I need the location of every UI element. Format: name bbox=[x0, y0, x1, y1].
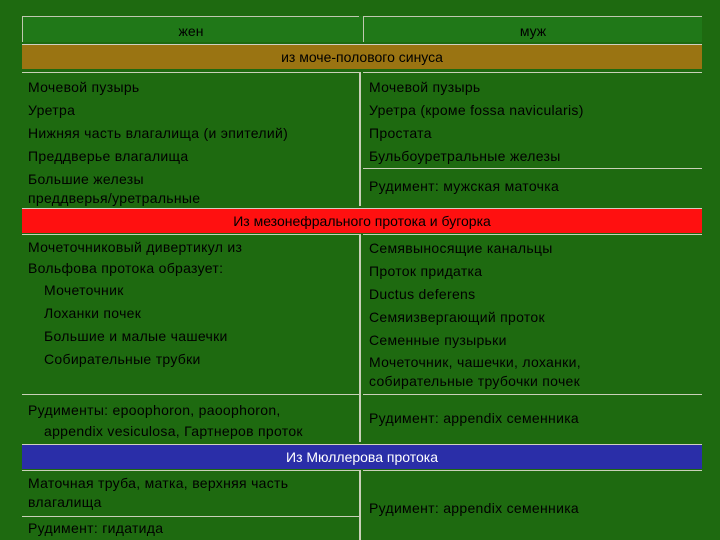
list-item: Мочеточниковый дивертикул из bbox=[28, 239, 243, 255]
section-mesonephric bbox=[22, 234, 702, 442]
column-divider bbox=[359, 72, 361, 206]
list-item: Проток придатка bbox=[369, 263, 483, 279]
rudiment-text: Рудимент: мужская маточка bbox=[369, 178, 560, 194]
list-item: Мочевой пузырь bbox=[28, 79, 140, 95]
list-item: влагалища bbox=[28, 494, 102, 510]
female-mullerian-list bbox=[22, 470, 359, 514]
list-item: Мочеточник bbox=[44, 282, 124, 298]
rudiment-text: Рудименты: epoophoron, paoophoron, bbox=[28, 402, 281, 418]
section-urogenital-sinus-title: из моче-полового синуса bbox=[22, 44, 702, 69]
column-divider bbox=[359, 234, 361, 442]
section-mullerian bbox=[22, 470, 702, 540]
list-item: Вольфова протока образует: bbox=[28, 260, 224, 276]
female-sinus-list bbox=[22, 72, 359, 206]
header-female: жен bbox=[22, 16, 359, 42]
header-male: муж bbox=[363, 16, 702, 42]
list-item: Мочевой пузырь bbox=[369, 79, 481, 95]
section-urogenital-sinus bbox=[22, 72, 702, 206]
rudiment-text: Рудимент: гидатида bbox=[28, 520, 164, 536]
male-mesonephric-rudiment bbox=[363, 394, 702, 442]
list-item: Бульбоуретральные железы bbox=[369, 148, 561, 164]
list-item: Простата bbox=[369, 125, 432, 141]
list-item: преддверья/уретральные bbox=[28, 190, 201, 206]
section-mullerian-title: Из Мюллерова протока bbox=[22, 444, 702, 469]
list-item: Семенные пузырьки bbox=[369, 332, 507, 348]
column-divider bbox=[359, 470, 361, 540]
list-item: Лоханки почек bbox=[44, 305, 142, 321]
list-item: Уретра (кроме fossa navicularis) bbox=[369, 102, 584, 118]
male-sinus-list bbox=[363, 72, 702, 168]
list-item: Большие и малые чашечки bbox=[44, 328, 228, 344]
rudiment-text: appendix vesiculosa, Гартнеров проток bbox=[44, 423, 303, 439]
rudiment-text: Рудимент: appendix семенника bbox=[369, 410, 580, 426]
male-mullerian-rudiment bbox=[363, 470, 702, 540]
list-item: Собирательные трубки bbox=[44, 351, 201, 367]
section-mesonephric-title: Из мезонефрального протока и бугорка bbox=[22, 208, 702, 233]
female-mesonephric-rudiment bbox=[22, 394, 359, 442]
female-mesonephric-list bbox=[22, 234, 359, 392]
list-item: Маточная труба, матка, верхняя часть bbox=[28, 475, 289, 491]
list-item: Уретра bbox=[28, 102, 76, 118]
list-item: Семяизвергающий проток bbox=[369, 309, 545, 325]
female-mullerian-rudiment bbox=[22, 516, 359, 540]
list-item: Мочеточник, чашечки, лоханки, bbox=[369, 354, 581, 370]
list-item: Большие железы bbox=[28, 171, 144, 187]
table-header bbox=[22, 16, 702, 42]
list-item: Нижняя часть влагалища (и эпителий) bbox=[28, 125, 289, 141]
list-item: Семявыносящие канальцы bbox=[369, 240, 553, 256]
list-item: Ductus deferens bbox=[369, 286, 476, 302]
male-mesonephric-list bbox=[363, 234, 702, 392]
list-item: собирательные трубочки почек bbox=[369, 373, 581, 389]
male-sinus-rudiment bbox=[363, 168, 702, 206]
rudiment-text: Рудимент: appendix семенника bbox=[369, 500, 580, 516]
list-item: Преддверье влагалища bbox=[28, 148, 189, 164]
